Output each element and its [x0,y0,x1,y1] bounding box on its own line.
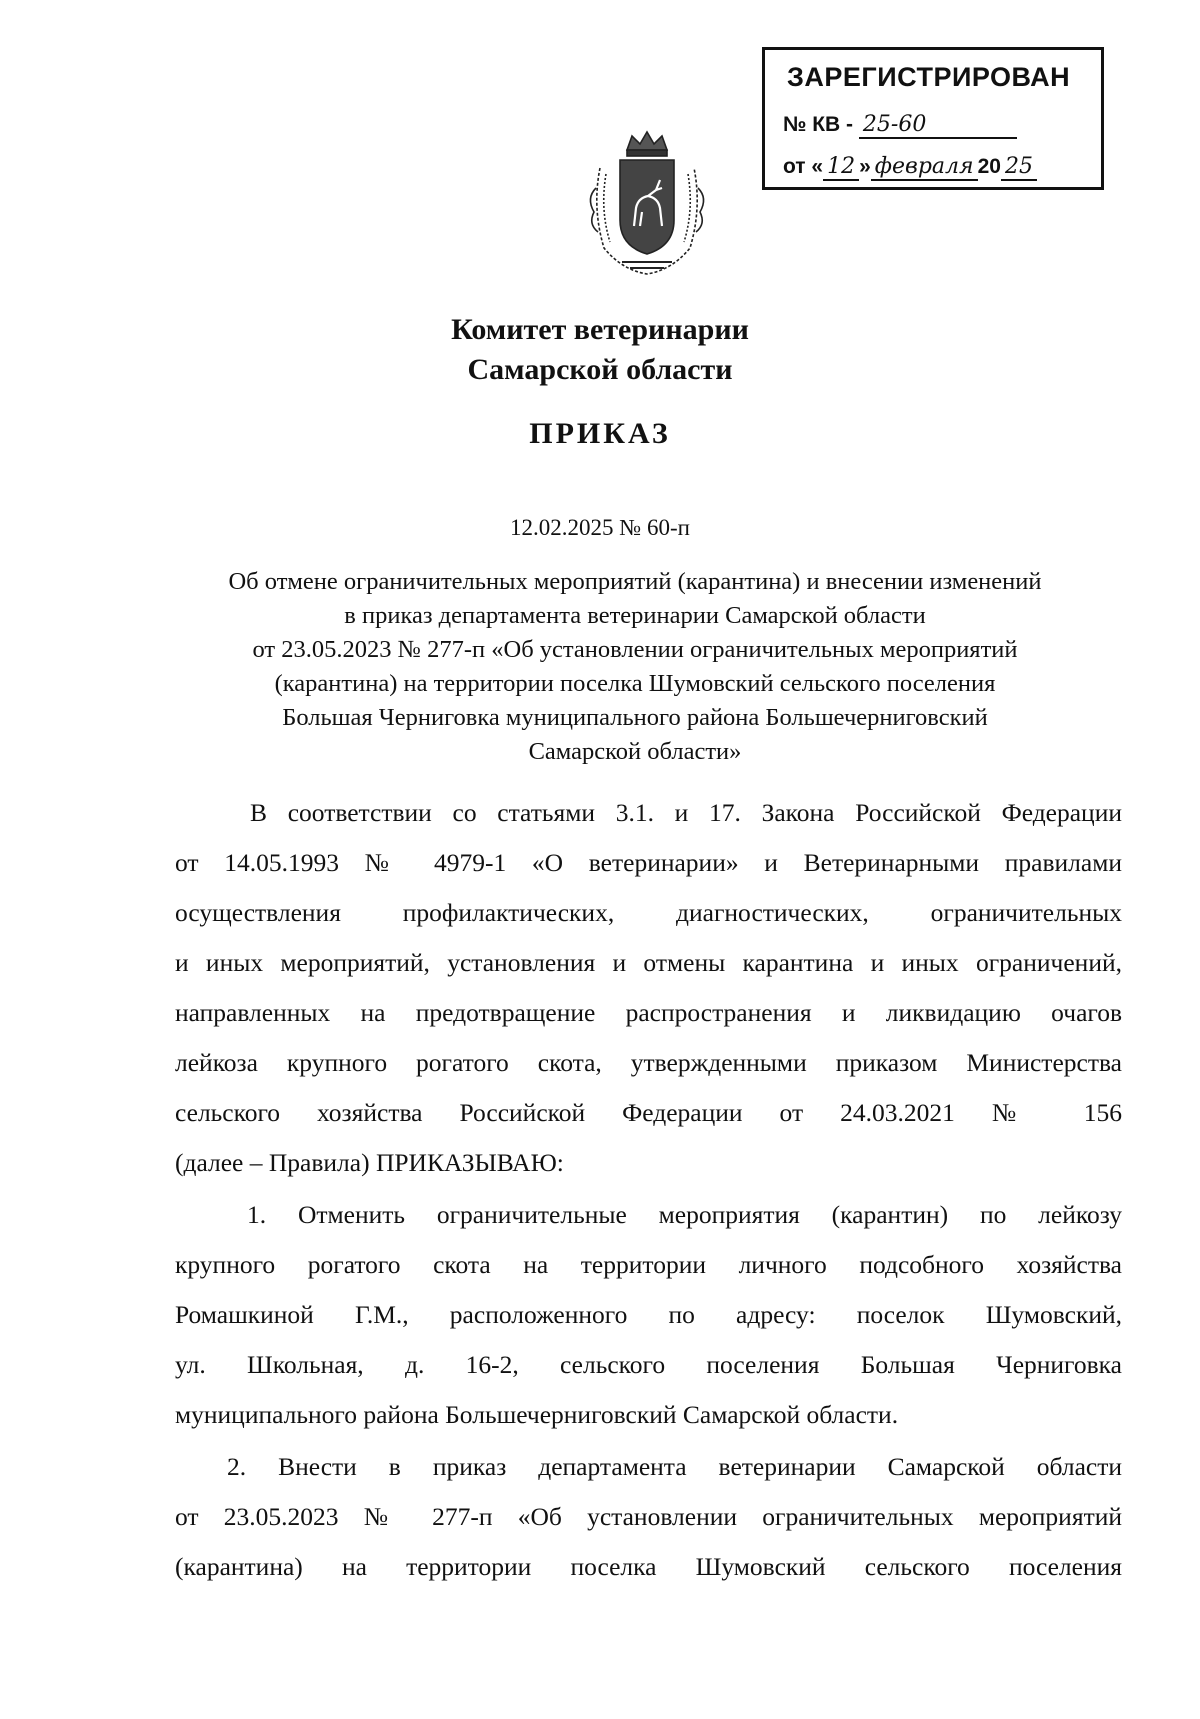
stamp-date-day: 12 [823,154,859,181]
body-line: 2. Внести в приказ департамента ветеринарии Самарской области [227,1452,1122,1481]
organization-name-line1: Комитет ветеринарии [451,313,749,346]
stamp-number-line [783,112,1017,139]
subject-line: в приказ департамента ветеринарии Самарской области [344,602,926,629]
stamp-title: ЗАРЕГИСТРИРОВАН [787,62,1071,92]
body-line: от 23.05.2023 № 277-п «Об установлении ограничительных мероприятий [175,1502,1122,1531]
registration-stamp [762,47,1104,190]
document-type: ПРИКАЗ [529,417,671,450]
body-line: и иных мероприятий, установления и отмены карантина и иных ограничений, [175,948,1122,977]
body-line: направленных на предотвращение распространения и ликвидацию очагов [175,998,1122,1027]
body-line: В соответствии со статьями 3.1. и 17. Закона Российской Федерации [250,798,1122,827]
stamp-date-year: 25 [1001,154,1037,181]
body-line: осуществления профилактических, диагностических, ограничительных [175,898,1122,927]
organization-name-line2: Самарской области [467,353,733,386]
stamp-date-mid: » [859,155,871,178]
subject-line: Самарской области» [528,738,742,765]
stamp-date-year-prefix: 20 [977,155,1001,178]
body-line: 1. Отменить ограничительные мероприятия (карантин) по лейкозу [247,1200,1122,1229]
coat-of-arms-icon [582,128,712,280]
body-line: лейкоза крупного рогатого скота, утвержденными приказом Министерства [175,1048,1122,1077]
subject-line: от 23.05.2023 № 277-п «Об установлении ограничительных мероприятий [252,636,1018,663]
body-line: Ромашкиной Г.М., расположенного по адресу: поселок Шумовский, [175,1300,1122,1329]
body-line: (далее – Правила) ПРИКАЗЫВАЮ: [175,1148,564,1177]
body-line: ул. Школьная, д. 16-2, сельского поселения Большая Черниговка [175,1350,1122,1379]
stamp-date-prefix: от « [783,155,824,178]
subject-line: (карантина) на территории поселка Шумовский сельского поселения [274,670,996,697]
document-date-number: 12.02.2025 № 60-п [510,515,690,540]
body-line: муниципального района Большечерниговский Самарской области. [175,1400,899,1429]
subject-line: Об отмене ограничительных мероприятий (карантина) и внесении изменений [228,568,1042,595]
body-line: сельского хозяйства Российской Федерации от 24.03.2021 № 156 [175,1098,1122,1127]
stamp-date-line [783,154,1037,181]
stamp-number-prefix: № КВ - [783,113,854,136]
body-line: от 14.05.1993 № 4979-1 «О ветеринарии» и Ветеринарными правилами [175,848,1122,877]
stamp-number-handwritten: 25-60 [859,112,1017,139]
stamp-date-month: февраля [871,154,978,181]
body-line: крупного рогатого скота на территории личного подсобного хозяйства [175,1250,1122,1279]
subject-line: Большая Черниговка муниципального района Большечерниговский [282,704,988,731]
body-line: (карантина) на территории поселка Шумовский сельского поселения [175,1552,1122,1581]
